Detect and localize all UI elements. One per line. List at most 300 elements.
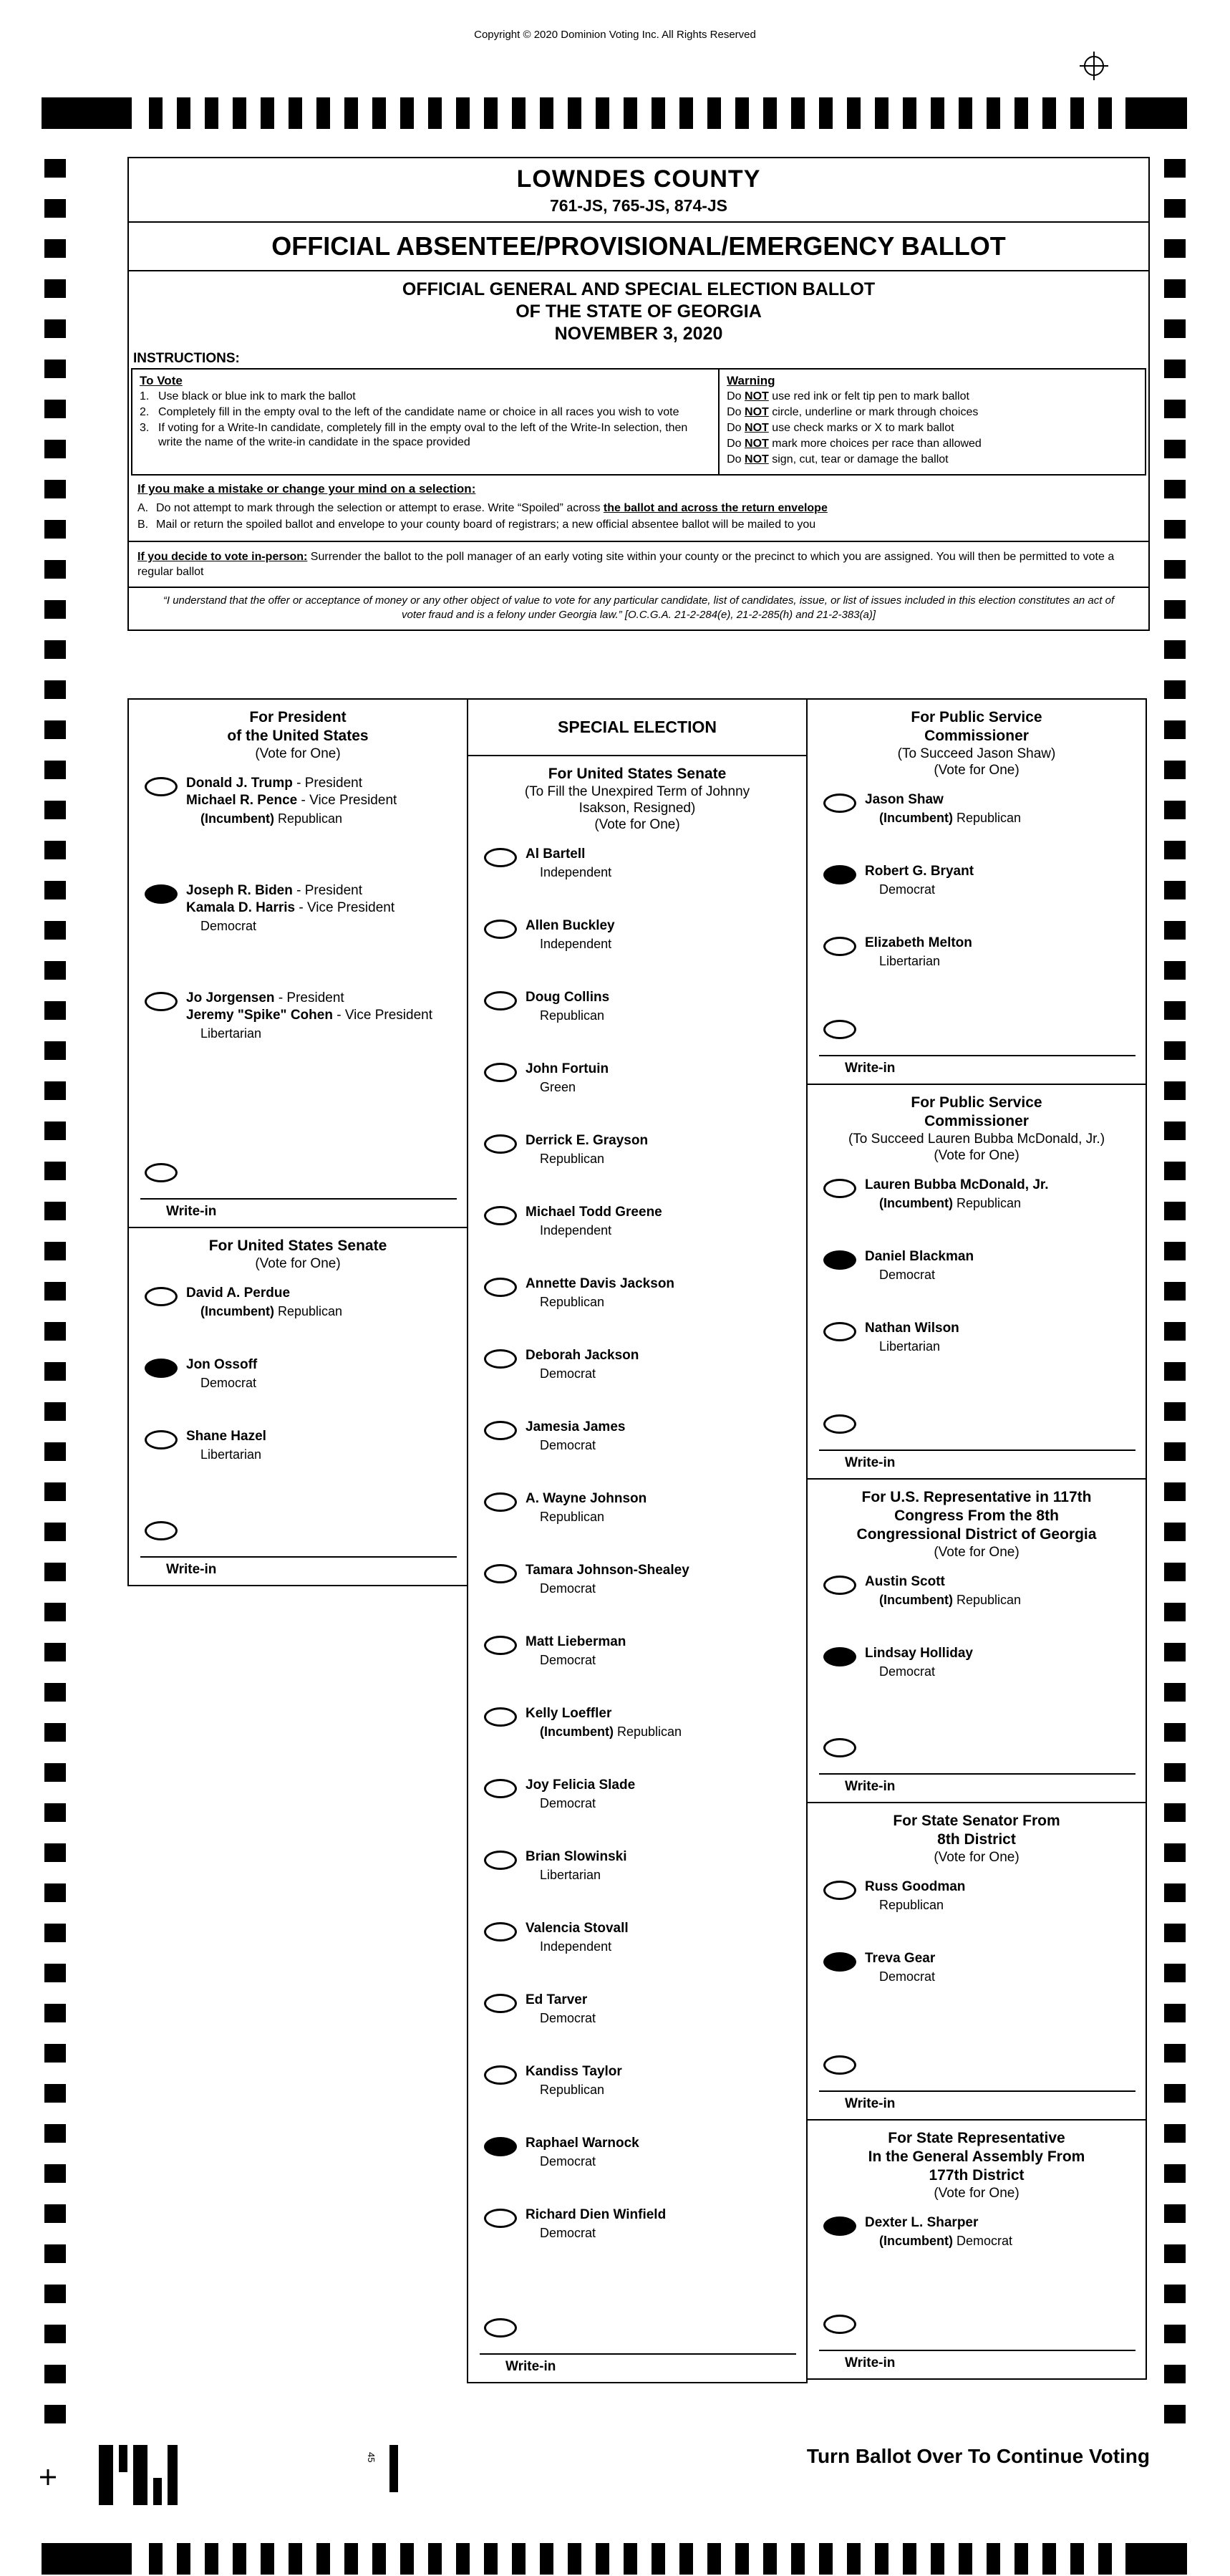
turn-ballot-over-text: Turn Ballot Over To Continue Voting xyxy=(806,2445,1150,2467)
empty-oval[interactable] xyxy=(484,991,517,1010)
timing-marks-bottom xyxy=(42,2543,1187,2575)
candidate-name: Dexter L. Sharper xyxy=(865,2215,979,2230)
candidate-name: Nathan Wilson xyxy=(865,1321,959,1336)
write-in-label: Write-in xyxy=(845,1779,896,1794)
write-in-section xyxy=(129,1514,467,1585)
ballot-title: OFFICIAL ABSENTEE/PROVISIONAL/EMERGENCY BALLOT xyxy=(129,223,1148,271)
stub-mark xyxy=(133,2445,147,2505)
candidate-text xyxy=(526,2135,639,2169)
race-president xyxy=(127,698,468,1228)
candidate-row xyxy=(129,981,467,1089)
candidate-party: Independent xyxy=(540,1939,612,1954)
candidate-party: Republican xyxy=(540,1510,605,1524)
election-title: OFFICIAL GENERAL AND SPECIAL ELECTION BALLOT xyxy=(402,279,876,299)
candidate-row xyxy=(468,1840,806,1911)
write-in-oval[interactable] xyxy=(823,1738,856,1757)
candidate-name: Jo Jorgensen - President xyxy=(186,990,344,1005)
candidate-row xyxy=(468,2198,806,2269)
mistake-text: Do not attempt to mark through the selection or attempt to erase. Write “Spoiled” across xyxy=(156,502,604,514)
race-us-rep-117 xyxy=(806,1478,1147,1803)
warning-item xyxy=(727,421,1138,435)
candidate-row xyxy=(468,2055,806,2126)
race-state-rep-177 xyxy=(806,2119,1147,2380)
not-word: NOT xyxy=(745,438,769,450)
warning-cell xyxy=(720,370,1145,474)
mistake-item xyxy=(137,501,1140,516)
candidate-text xyxy=(186,775,397,826)
candidate-name: Valencia Stovall xyxy=(526,1921,629,1936)
candidate-party: Democrat xyxy=(540,2226,596,2240)
race-subtitle-line: (Vote for One) xyxy=(934,763,1020,778)
candidate-text xyxy=(526,1777,635,1811)
registration-crosshair-icon xyxy=(1078,50,1110,82)
timing-mark-block xyxy=(42,2543,132,2575)
ballot-column-1 xyxy=(127,698,468,1586)
race-state-senator xyxy=(806,1802,1147,2121)
candidate-name: Al Bartell xyxy=(526,846,586,862)
empty-oval[interactable] xyxy=(484,1063,517,1082)
candidate-row xyxy=(129,766,467,874)
race-subtitle-line: (Vote for One) xyxy=(934,2186,1020,2201)
not-word: NOT xyxy=(745,453,769,465)
write-in-label: Write-in xyxy=(845,1455,896,1470)
write-in-oval[interactable] xyxy=(823,1414,856,1434)
do-word: Do xyxy=(727,390,742,402)
empty-oval[interactable] xyxy=(484,848,517,867)
write-in-line[interactable] xyxy=(819,2090,1135,2092)
race-subtitle-line: (Vote for One) xyxy=(255,746,341,761)
candidate-name: Kamala D. Harris - Vice President xyxy=(186,900,395,915)
write-in-label: Write-in xyxy=(166,1204,217,1219)
candidate-party: Independent xyxy=(540,865,612,879)
race-title-line: For Public Service xyxy=(911,1094,1042,1111)
candidate-text xyxy=(526,989,609,1023)
item-number: 2. xyxy=(140,406,150,418)
not-word: NOT xyxy=(745,406,769,418)
candidate-row xyxy=(808,1870,1146,1941)
race-title-line: Commissioner xyxy=(924,1113,1029,1129)
write-in-oval[interactable] xyxy=(484,2318,517,2338)
write-in-section xyxy=(808,1731,1146,1802)
write-in-oval[interactable] xyxy=(823,2315,856,2334)
candidate-text xyxy=(865,1950,935,1984)
ballot-header xyxy=(127,157,1150,631)
empty-oval[interactable] xyxy=(484,1636,517,1655)
race-special-senate xyxy=(467,755,808,2383)
instructions-label: INSTRUCTIONS: xyxy=(133,351,240,366)
candidate-text xyxy=(526,1490,647,1525)
race-subtitle-line: (Vote for One) xyxy=(255,1256,341,1271)
candidate-text xyxy=(526,1562,689,1596)
mistake-section xyxy=(129,476,1148,541)
candidate-row xyxy=(468,1911,806,1983)
race-subtitle-line: (Vote for One) xyxy=(934,1545,1020,1560)
candidate-party: Libertarian xyxy=(540,1868,601,1882)
race-header xyxy=(808,700,1146,783)
candidate-text xyxy=(865,1320,959,1354)
copyright-text: Copyright © 2020 Dominion Voting Inc. All Rights Reserved xyxy=(474,29,756,41)
instructions-section xyxy=(129,348,1148,476)
filled-oval[interactable] xyxy=(145,1359,178,1378)
do-word: Do xyxy=(727,453,742,465)
empty-oval[interactable] xyxy=(145,1287,178,1306)
timing-marks-left xyxy=(44,159,66,2431)
candidate-row xyxy=(808,783,1146,854)
empty-oval[interactable] xyxy=(823,937,856,956)
candidate-party: Democrat xyxy=(540,2011,596,2025)
candidate-name: Treva Gear xyxy=(865,1951,936,1966)
candidate-party: Libertarian xyxy=(200,1447,262,1462)
races-area xyxy=(127,698,1150,2383)
candidate-text xyxy=(526,1848,626,1883)
warning-item xyxy=(727,437,1138,451)
election-date: NOVEMBER 3, 2020 xyxy=(554,324,723,344)
candidate-text xyxy=(186,1285,342,1319)
empty-oval[interactable] xyxy=(484,1421,517,1440)
ballot-column-2 xyxy=(467,698,808,2383)
candidate-name: Lauren Bubba McDonald, Jr. xyxy=(865,1177,1049,1192)
election-subtitle-section xyxy=(129,271,1148,348)
filled-oval[interactable] xyxy=(823,1647,856,1666)
write-in-oval[interactable] xyxy=(823,2055,856,2075)
race-header xyxy=(808,1085,1146,1168)
candidate-text xyxy=(865,1878,965,1913)
race-subtitle-line: (To Succeed Jason Shaw) xyxy=(897,746,1056,761)
candidate-name: Daniel Blackman xyxy=(865,1249,974,1264)
stub-mark xyxy=(168,2445,178,2505)
race-subtitle-line: (To Succeed Lauren Bubba McDonald, Jr.) xyxy=(848,1132,1105,1147)
mistake-item xyxy=(137,517,1140,532)
instructions-box xyxy=(131,368,1146,476)
stub-mark xyxy=(389,2445,398,2492)
timing-mark-block xyxy=(1125,97,1187,129)
candidate-name: Tamara Johnson-Shealey xyxy=(526,1563,689,1578)
do-word: Do xyxy=(727,422,742,434)
write-in-label: Write-in xyxy=(845,2355,896,2370)
filled-oval[interactable] xyxy=(823,1250,856,1270)
race-title-line: 177th District xyxy=(929,2167,1025,2184)
candidate-text xyxy=(526,1275,674,1310)
to-vote-title: To Vote xyxy=(140,374,183,387)
candidate-party: Republican xyxy=(540,1008,605,1023)
candidate-text xyxy=(526,1634,626,1668)
write-in-section xyxy=(808,2307,1146,2378)
empty-oval[interactable] xyxy=(823,1881,856,1900)
empty-oval[interactable] xyxy=(823,1322,856,1341)
candidate-name: Robert G. Bryant xyxy=(865,864,974,879)
candidate-row xyxy=(808,1168,1146,1240)
warning-text: use red ink or felt tip pen to mark ballot xyxy=(772,390,969,402)
write-in-line[interactable] xyxy=(819,1055,1135,1056)
empty-oval[interactable] xyxy=(145,777,178,796)
filled-oval[interactable] xyxy=(145,884,178,904)
stub-mark xyxy=(119,2445,127,2472)
write-in-section xyxy=(808,2048,1146,2119)
candidate-row xyxy=(468,1983,806,2055)
empty-oval[interactable] xyxy=(484,1278,517,1297)
candidate-text xyxy=(865,2214,1012,2249)
candidate-row xyxy=(468,1267,806,1338)
candidate-text xyxy=(186,882,394,934)
write-in-oval[interactable] xyxy=(823,1020,856,1039)
write-in-line[interactable] xyxy=(819,1449,1135,1451)
candidate-name: Joseph R. Biden - President xyxy=(186,883,363,898)
candidate-text xyxy=(186,990,432,1041)
candidate-row xyxy=(808,1565,1146,1636)
candidate-name: Elizabeth Melton xyxy=(865,935,972,950)
candidate-name: Brian Slowinski xyxy=(526,1849,627,1864)
candidate-name: Derrick E. Grayson xyxy=(526,1133,649,1148)
candidate-text xyxy=(526,1132,648,1167)
race-title-line: For State Representative xyxy=(888,2130,1065,2146)
candidate-name: Michael Todd Greene xyxy=(526,1205,662,1220)
candidate-party: Republican xyxy=(540,1295,605,1309)
candidate-party: Democrat xyxy=(540,1438,596,1452)
warning-text: sign, cut, tear or damage the ballot xyxy=(772,453,949,465)
candidate-party: Democrat xyxy=(200,1376,257,1390)
item-text: Use black or blue ink to mark the ballot xyxy=(158,390,356,402)
candidate-text xyxy=(865,791,1021,826)
write-in-oval[interactable] xyxy=(145,1521,178,1540)
write-in-label: Write-in xyxy=(845,2096,896,2111)
candidate-name: Deborah Jackson xyxy=(526,1348,639,1363)
candidate-party: Independent xyxy=(540,1223,612,1238)
candidate-row xyxy=(468,980,806,1052)
candidate-party: Green xyxy=(540,1080,576,1094)
candidate-text xyxy=(526,846,611,880)
item-letter: A. xyxy=(137,502,149,514)
candidate-row xyxy=(808,1941,1146,2013)
empty-oval[interactable] xyxy=(484,920,517,939)
candidate-party: Democrat xyxy=(879,1969,936,1984)
candidate-row xyxy=(129,1276,467,1348)
candidate-name: Richard Dien Winfield xyxy=(526,2207,667,2222)
timing-marks-right xyxy=(1164,159,1186,2431)
candidate-name: Austin Scott xyxy=(865,1574,945,1589)
candidate-row xyxy=(808,1636,1146,1708)
candidate-text xyxy=(865,1248,974,1283)
item-number: 1. xyxy=(140,390,150,402)
candidate-row xyxy=(808,1311,1146,1383)
item-text: If voting for a Write-In candidate, completely fill in the empty oval to the left of the Write-In selection, then write the name of the write-in candidate in the space provided xyxy=(158,422,688,448)
race-title-line: Congress From the 8th xyxy=(894,1508,1059,1524)
to-vote-cell xyxy=(132,370,720,474)
in-person-lead: If you decide to vote in-person: xyxy=(137,551,308,563)
empty-oval[interactable] xyxy=(823,1179,856,1198)
candidate-text xyxy=(526,2063,622,2098)
candidate-text xyxy=(526,1705,682,1740)
empty-oval[interactable] xyxy=(484,1851,517,1870)
empty-oval[interactable] xyxy=(823,793,856,813)
candidate-party: Democrat xyxy=(540,2154,596,2169)
race-title-line: For U.S. Representative in 117th xyxy=(861,1489,1092,1505)
mistake-title: If you make a mistake or change your mind on a selection: xyxy=(137,482,476,496)
candidate-party: Democrat xyxy=(200,919,257,933)
candidate-party: Democrat xyxy=(540,1581,596,1596)
empty-oval[interactable] xyxy=(484,1707,517,1727)
county-name: LOWNDES COUNTY xyxy=(516,165,761,193)
write-in-oval[interactable] xyxy=(145,1163,178,1182)
candidate-name: Raphael Warnock xyxy=(526,2136,639,2151)
mistake-emphasis: the ballot and across the return envelope xyxy=(603,502,828,514)
empty-oval[interactable] xyxy=(484,1994,517,2013)
filled-oval[interactable] xyxy=(823,1952,856,1972)
candidate-party: Independent xyxy=(540,937,612,951)
candidate-row xyxy=(468,2126,806,2198)
candidate-row xyxy=(468,1052,806,1124)
candidate-row xyxy=(468,1697,806,1768)
candidate-text xyxy=(865,935,972,969)
candidate-text xyxy=(865,863,974,897)
candidate-name: Jason Shaw xyxy=(865,792,944,807)
candidate-text xyxy=(526,917,615,952)
candidate-name: Michael R. Pence - Vice President xyxy=(186,793,397,808)
candidate-name: Jon Ossoff xyxy=(186,1357,258,1372)
candidate-row xyxy=(468,1768,806,1840)
empty-oval[interactable] xyxy=(484,1206,517,1225)
warning-item xyxy=(727,405,1138,420)
race-header xyxy=(468,756,806,837)
race-title-line: In the General Assembly From xyxy=(868,2148,1085,2165)
warning-text: circle, underline or mark through choices xyxy=(772,406,979,418)
race-psc-shaw xyxy=(806,698,1147,1085)
empty-oval[interactable] xyxy=(145,992,178,1011)
candidate-party: (Incumbent) Republican xyxy=(879,1593,1022,1607)
candidate-party: (Incumbent) Republican xyxy=(540,1724,682,1739)
race-subtitle-line: (Vote for One) xyxy=(934,1148,1020,1163)
empty-oval[interactable] xyxy=(484,2209,517,2228)
filled-oval[interactable] xyxy=(484,2137,517,2156)
race-subtitle-line: (Vote for One) xyxy=(594,817,680,832)
to-vote-item xyxy=(140,390,711,404)
candidate-text xyxy=(865,1177,1049,1211)
warning-title: Warning xyxy=(727,374,775,387)
candidate-text xyxy=(865,1573,1021,1608)
candidate-party: Libertarian xyxy=(200,1026,262,1041)
candidate-row xyxy=(129,1348,467,1419)
race-us-senate xyxy=(127,1227,468,1586)
mistake-text: Mail or return the spoiled ballot and envelope to your county board of registrars; a new official absentee ballot will be mailed to you xyxy=(156,518,816,531)
warning-text: mark more choices per race than allowed xyxy=(772,438,982,450)
candidate-text xyxy=(526,2206,666,2241)
candidate-row xyxy=(808,2206,1146,2277)
do-word: Do xyxy=(727,438,742,450)
empty-oval[interactable] xyxy=(823,1576,856,1595)
write-in-line[interactable] xyxy=(819,2350,1135,2351)
candidate-row xyxy=(129,874,467,981)
empty-oval[interactable] xyxy=(484,1349,517,1369)
candidate-name: Allen Buckley xyxy=(526,918,615,933)
empty-oval[interactable] xyxy=(145,1430,178,1449)
race-subtitle-line: (To Fill the Unexpired Term of Johnny xyxy=(524,784,750,799)
item-number: 3. xyxy=(140,422,150,434)
candidate-party: Democrat xyxy=(540,1366,596,1381)
to-vote-item xyxy=(140,421,711,450)
candidate-row xyxy=(468,1553,806,1625)
filled-oval[interactable] xyxy=(823,2216,856,2236)
write-in-line[interactable] xyxy=(140,1198,457,1200)
write-in-line[interactable] xyxy=(140,1556,457,1558)
race-title-line: For Public Service xyxy=(911,709,1042,725)
candidate-name: Jeremy "Spike" Cohen - Vice President xyxy=(186,1008,432,1023)
candidate-text xyxy=(526,1061,609,1095)
empty-oval[interactable] xyxy=(484,1564,517,1583)
candidate-name: Lindsay Holliday xyxy=(865,1646,973,1661)
candidate-party: Democrat xyxy=(879,882,936,897)
candidate-text xyxy=(526,1204,662,1238)
candidate-row xyxy=(468,1195,806,1267)
candidate-name: Joy Felicia Slade xyxy=(526,1777,636,1793)
write-in-label: Write-in xyxy=(845,1061,896,1076)
stub-mark xyxy=(153,2478,162,2505)
warning-item xyxy=(727,453,1138,467)
race-title-line: of the United States xyxy=(227,728,369,744)
registration-plus-icon xyxy=(39,2468,57,2486)
candidate-name: Ed Tarver xyxy=(526,1992,588,2007)
candidate-party: Republican xyxy=(879,1898,944,1912)
candidate-row xyxy=(468,837,806,909)
candidate-text xyxy=(526,1419,625,1453)
write-in-line[interactable] xyxy=(819,1773,1135,1775)
empty-oval[interactable] xyxy=(484,1922,517,1941)
candidate-row xyxy=(808,1240,1146,1311)
candidate-text xyxy=(526,1920,629,1954)
stub-mark xyxy=(99,2445,113,2505)
write-in-line[interactable] xyxy=(480,2353,796,2355)
race-subtitle-line: Isakson, Resigned) xyxy=(578,801,696,816)
candidate-party: Libertarian xyxy=(879,1339,941,1354)
race-header xyxy=(808,2121,1146,2206)
race-title-line: For State Senator From xyxy=(893,1813,1060,1829)
item-text xyxy=(156,517,815,532)
candidate-row xyxy=(808,926,1146,998)
item-letter: B. xyxy=(137,518,149,531)
race-header xyxy=(808,1803,1146,1870)
not-word: NOT xyxy=(745,422,769,434)
candidate-row xyxy=(129,1419,467,1491)
empty-oval[interactable] xyxy=(484,2065,517,2085)
county-section xyxy=(129,158,1148,223)
race-title-line: For United States Senate xyxy=(548,766,727,782)
filled-oval[interactable] xyxy=(823,865,856,884)
race-psc-mcdonald xyxy=(806,1084,1147,1480)
candidate-party: (Incumbent) Democrat xyxy=(879,2234,1013,2248)
empty-oval[interactable] xyxy=(484,1779,517,1798)
candidate-name: Jamesia James xyxy=(526,1419,626,1434)
empty-oval[interactable] xyxy=(484,1134,517,1154)
candidate-party: Democrat xyxy=(879,1664,936,1679)
candidate-name: Annette Davis Jackson xyxy=(526,1276,675,1291)
candidate-name: John Fortuin xyxy=(526,1061,609,1076)
ballot-codes: 761-JS, 765-JS, 874-JS xyxy=(549,196,728,215)
write-in-label: Write-in xyxy=(505,2359,556,2374)
empty-oval[interactable] xyxy=(484,1492,517,1512)
race-header xyxy=(129,1228,467,1276)
do-word: Do xyxy=(727,406,742,418)
candidate-name: A. Wayne Johnson xyxy=(526,1491,647,1506)
candidate-row xyxy=(468,909,806,980)
in-person-section xyxy=(129,541,1148,587)
candidate-row xyxy=(468,1124,806,1195)
candidate-name: Shane Hazel xyxy=(186,1429,266,1444)
candidate-party: (Incumbent) Republican xyxy=(200,1304,343,1318)
candidate-name: David A. Perdue xyxy=(186,1285,291,1301)
candidate-name: Kandiss Taylor xyxy=(526,2064,622,2079)
race-title-line: For United States Senate xyxy=(208,1238,387,1254)
candidate-party: (Incumbent) Republican xyxy=(879,1196,1022,1210)
not-word: NOT xyxy=(745,390,769,402)
write-in-label: Write-in xyxy=(166,1562,217,1577)
